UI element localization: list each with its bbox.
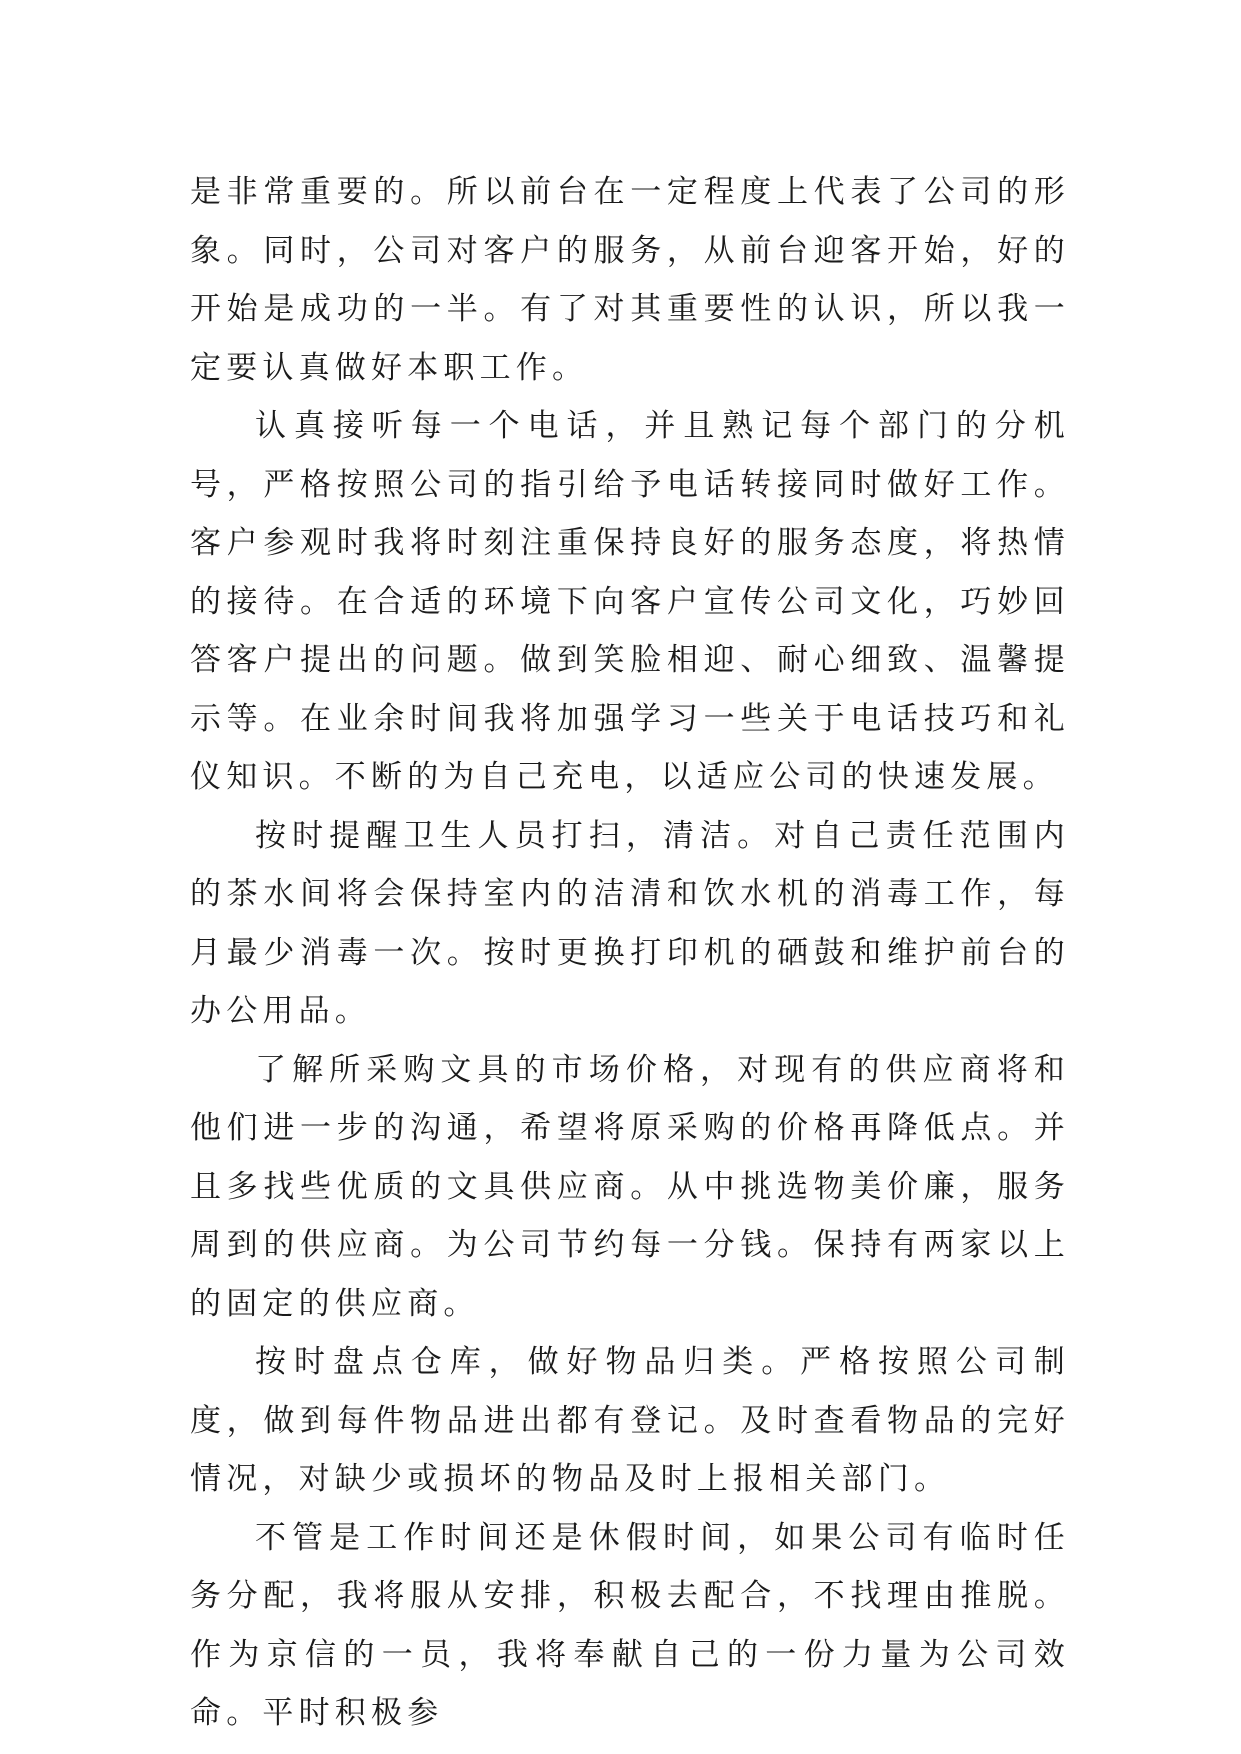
paragraph-cleaning: 按时提醒卫生人员打扫，清洁。对自己责任范围内的茶水间将会保持室内的洁清和饮水机的消毒工作，每月最少消毒一次。按时更换打印机的硒鼓和维护前台的办公用品。: [190, 817, 1070, 1029]
paragraph-temporary-tasks: 不管是工作时间还是休假时间，如果公司有临时任务分配，我将服从安排，积极去配合，不找理由推脱。作为京信的一员，我将奉献自己的一份力量为公司效命。平时积极参: [190, 1519, 1070, 1731]
paragraph-phone-reception: 认真接听每一个电话，并且熟记每个部门的分机号，严格按照公司的指引给予电话转接同时做好工作。客户参观时我将时刻注重保持良好的服务态度，将热情的接待。在合适的环境下向客户宣传公司文化，巧妙回答客户提出的问题。做到笑脸相迎、耐心细致、温馨提示等。在业余时间我将加强学习一些关于电话技巧和礼仪知识。不断的为自己充电，以适应公司的快速发展。: [190, 408, 1070, 795]
paragraph-continuation: 是非常重要的。所以前台在一定程度上代表了公司的形象。同时，公司对客户的服务，从前台迎客开始，好的开始是成功的一半。有了对其重要性的认识，所以我一定要认真做好本职工作。: [190, 174, 1070, 386]
document-body: [190, 163, 1070, 1743]
paragraph-purchasing: 了解所采购文具的市场价格，对现有的供应商将和他们进一步的沟通，希望将原采购的价格再降低点。并且多找些优质的文具供应商。从中挑选物美价廉，服务周到的供应商。为公司节约每一分钱。保持有两家以上的固定的供应商。: [190, 1051, 1070, 1322]
paragraph-inventory: 按时盘点仓库，做好物品归类。严格按照公司制度，做到每件物品进出都有登记。及时查看物品的完好情况，对缺少或损坏的物品及时上报相关部门。: [190, 1344, 1070, 1497]
